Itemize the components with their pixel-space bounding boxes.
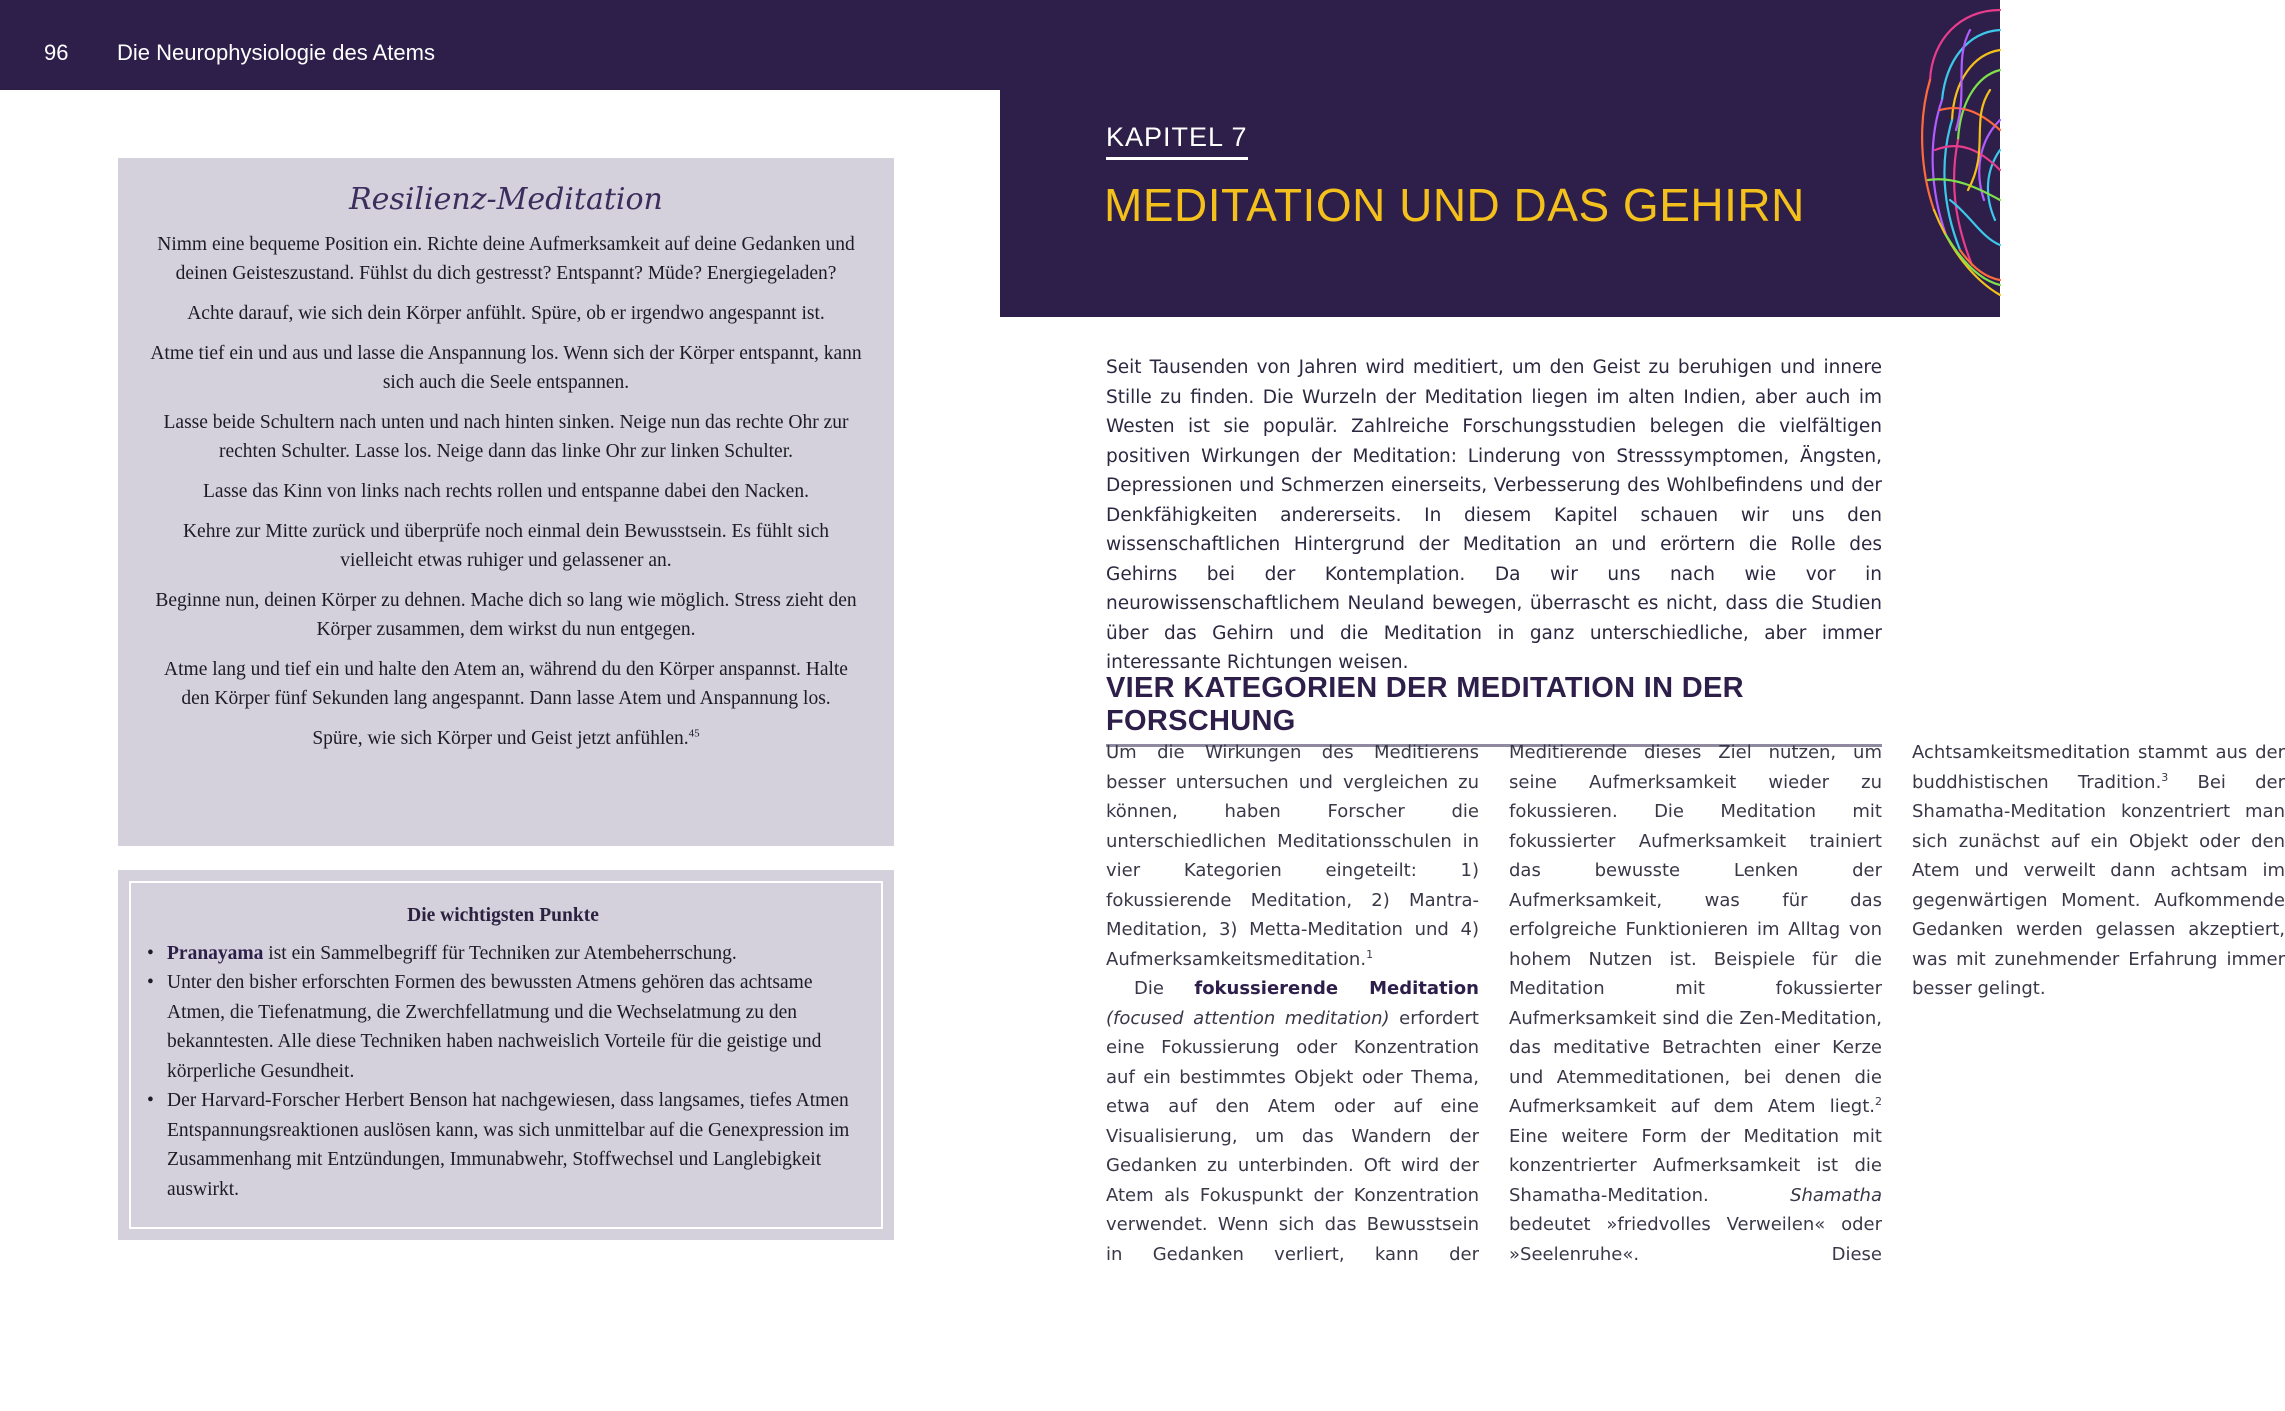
- footnote-ref: 1: [1366, 947, 1374, 961]
- term-bold: fokussierende Meditation: [1194, 978, 1479, 999]
- body-paragraph: [1106, 738, 1479, 974]
- list-item-text: ist ein Sammelbegriff für Techniken zur Atembeherrschung.: [263, 942, 737, 964]
- term-bold: Pranayama: [167, 942, 264, 964]
- left-page-header: [0, 0, 1000, 90]
- body-text: Die: [1134, 978, 1195, 999]
- body-text: Eine weitere Form der Meditation mit konzentrierter Aufmerksamkeit ist die Shamatha-Meditation.: [1509, 1125, 1882, 1206]
- body-text: bedeutet »friedvolles Verweilen« oder »Seelenruhe«. Diese Achtsamkeitsmeditation stammt aus der buddhistischen Tradition.: [1509, 742, 2285, 1265]
- meditation-last-text: Spüre, wie sich Körper und Geist jetzt anfühlen.: [312, 728, 689, 749]
- footnote-ref: 45: [688, 727, 700, 740]
- meditation-paragraph: Lasse das Kinn von links nach rechts rollen und entspanne dabei den Nacken.: [203, 481, 809, 502]
- running-title: Die Neurophysiologie des Atems: [117, 40, 435, 65]
- body-columns: [1106, 738, 2285, 1298]
- chapter-banner: [1000, 0, 2000, 317]
- meditation-paragraph: Atme lang und tief ein und halte den Atem an, während du den Körper anspannst. Halte den Körper fünf Sekunden lang angespannt. Dann lasse Atem und Anspannung los.: [164, 659, 848, 709]
- meditation-title: Resilienz-Meditation: [349, 182, 663, 217]
- brain-illustration: [1850, 0, 2000, 317]
- body-text: erfordert eine Fokussierung oder Konzentration auf ein bestimmtes Objekt oder Thema, etwa auf den Atem oder auf eine Visualisierung, um das Wandern der Gedanken zu unterbinden. Oft wird der Atem als Fokuspunkt der Konzentration verwendet. Wenn sich das Bewusstsein in Gedanken verliert, kann der Meditierende dieses Ziel nutzen, um seine Aufmerksamkeit wieder zu fokussieren. Die Meditation mit fokussierter Aufmerksamkeit trainiert das bewusste Lenken der Aufmerksamkeit, was für das erfolgreiche Funktionieren im Alltag von hohem Nutzen ist. Beispiele für die Meditation mit fokussierter Aufmerksamkeit sind die Zen-Meditation, das meditative Betrachten einer Kerze und Atemmeditationen, bei denen die Aufmerksamkeit auf dem Atem liegt.: [1106, 742, 1882, 1265]
- meditation-paragraph: Kehre zur Mitte zurück und überprüfe noch einmal dein Bewusstsein. Es fühlt sich vielleicht etwas ruhiger und gelassener an.: [182, 521, 830, 571]
- key-points-box: [118, 870, 894, 1240]
- section-heading: VIER KATEGORIEN DER MEDITATION IN DER FORSCHUNG: [1106, 672, 1882, 747]
- list-item: [147, 968, 859, 1086]
- term-italic: (focused attention meditation): [1106, 1007, 1390, 1029]
- meditation-paragraph: Atme tief ein und aus und lasse die Anspannung los. Wenn sich der Körper entspannt, kann sich auch die Seele entspannen.: [150, 343, 862, 393]
- meditation-paragraph: Achte darauf, wie sich dein Körper anfühlt. Spüre, ob er irgendwo angespannt ist.: [187, 303, 825, 324]
- list-item-text: Unter den bisher erforschten Formen des bewussten Atmens gehören das achtsame Atmen, die Tiefenatmung, die Zwerchfellatmung und die Wechselatmung zu den bekanntesten. Alle diese Techniken haben nachweislich Vorteile für die geistige und körperliche Gesundheit.: [167, 972, 822, 1082]
- page-number: 96: [44, 40, 69, 65]
- footnote-ref: 3: [2161, 770, 2169, 784]
- key-points-frame: [129, 881, 883, 1229]
- chapter-label: KAPITEL 7: [1106, 122, 1248, 160]
- body-text: Bei der Shamatha-Meditation konzentriert man sich zunächst auf ein Objekt oder den Atem und verweilt dann achtsam im gegenwärtigen Moment. Aufkommende Gedanken werden gelassen akzeptiert, was mit zunehmender Erfahrung immer besser gelingt.: [1912, 771, 2285, 999]
- key-points-list: [147, 939, 859, 1205]
- list-item: [147, 1086, 859, 1204]
- list-item: [147, 939, 859, 969]
- meditation-box: [118, 158, 894, 846]
- meditation-paragraph: Nimm eine bequeme Position ein. Richte deine Aufmerksamkeit auf deine Gedanken und deinen Geisteszustand. Fühlst du dich gestresst? Entspannt? Müde? Energiegeladen?: [157, 234, 855, 284]
- chapter-title: MEDITATION UND DAS GEHIRN: [1104, 179, 1805, 231]
- footnote-ref: 2: [1875, 1095, 1882, 1108]
- list-item-text: Der Harvard-Forscher Herbert Benson hat nachgewiesen, dass langsames, tiefes Atmen Entspannungsreaktionen auslösen kann, was sich unmittelbar auf die Genexpression im Zusammenhang mit Entzündungen, Immunabwehr, Stoffwechsel und Langlebigkeit auswirkt.: [167, 1090, 850, 1200]
- key-points-title: Die wichtigsten Punkte: [407, 905, 599, 926]
- intro-paragraph: Seit Tausenden von Jahren wird meditiert, um den Geist zu beruhigen und innere Stille zu finden. Die Wurzeln der Meditation liegen im alten Indien, aber auch im Westen ist sie populär. Zahlreiche Forschungsstudien belegen die vielfältigen positiven Wirkungen der Meditation: Linderung von Stresssymptomen, Ängsten, Depressionen und Schmerzen einerseits, Verbesserung des Wohlbefindens und der Denkfähigkeiten andererseits. In diesem Kapitel schauen wir uns den wissenschaftlichen Hintergrund der Meditation an und erörtern die Rolle des Gehirns bei der Kontemplation. Da wir uns nach wie vor in neurowissenschaftlichem Neuland bewegen, überrascht es nicht, dass die Studien über das Gehirn und die Meditation in ganz unterschiedliche, aber immer interessante Richtungen weisen.: [1106, 357, 1882, 673]
- body-text: Um die Wirkungen des Meditierens besser untersuchen und vergleichen zu können, haben Forscher die unterschiedlichen Meditationsschulen in vier Kategorien eingeteilt: 1) fokussierende Meditation, 2) Mantra-Meditation, 3) Metta-Meditation und 4) Aufmerksamkeitsmeditation.: [1106, 742, 1479, 970]
- meditation-paragraph: Beginne nun, deinen Körper zu dehnen. Mache dich so lang wie möglich. Stress zieht den Körper zusammen, dem wirkst du nun entgegen.: [155, 590, 857, 640]
- meditation-paragraph: Lasse beide Schultern nach unten und nach hinten sinken. Neige nun das rechte Ohr zur rechten Schulter. Lasse los. Neige dann das linke Ohr zur linken Schulter.: [163, 412, 849, 462]
- term-italic: Shamatha: [1790, 1184, 1882, 1206]
- meditation-paragraph-last: [148, 724, 864, 753]
